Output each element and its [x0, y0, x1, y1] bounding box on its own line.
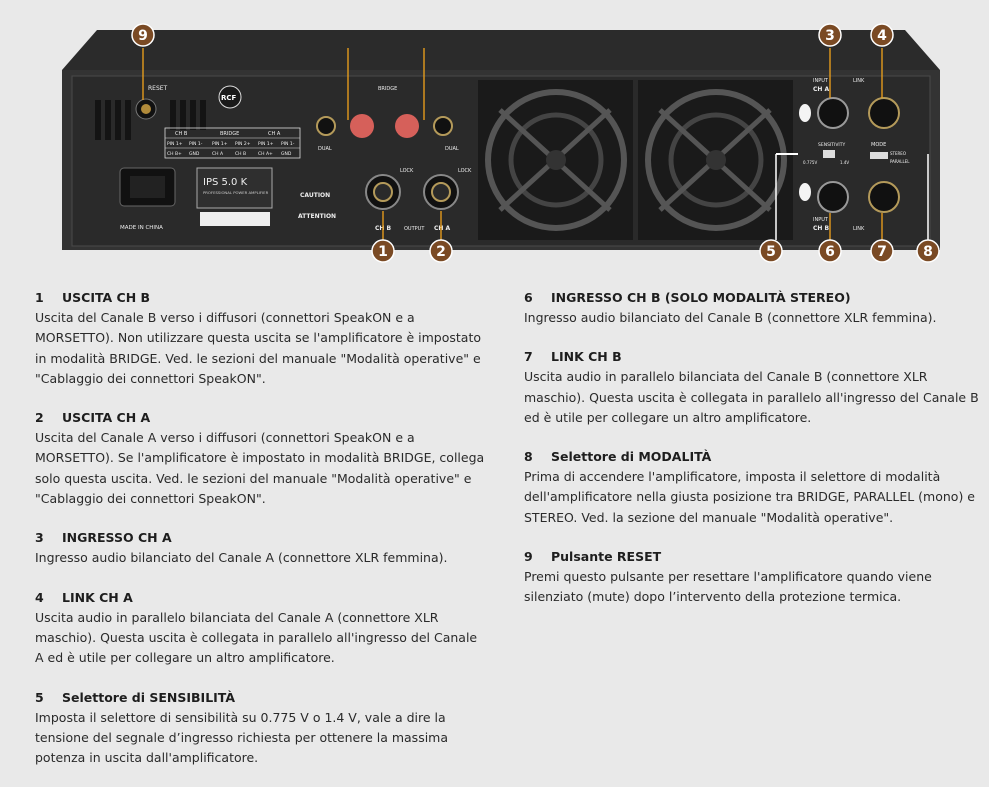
input-label-b: INPUT: [813, 217, 828, 223]
legend-item-heading: [524, 288, 979, 308]
pin-table-cell: PIN 1+: [212, 142, 228, 147]
callout-number: 6: [825, 244, 835, 260]
callout-number: 5: [766, 244, 776, 260]
callout-number: 3: [825, 28, 835, 44]
callout-marker-8: [917, 240, 939, 262]
pin-table-header: BRIDGE: [220, 131, 240, 137]
sens-low-label: 0.775V: [803, 160, 818, 165]
callout-marker-9: [132, 24, 154, 46]
legend-item-title: Selettore di MODALITÀ: [551, 449, 712, 465]
ch-b-output-label: CH B: [375, 225, 392, 232]
legend-item-number: 4: [35, 589, 44, 605]
model-sub: PROFESSIONAL POWER AMPLIFIER: [203, 190, 269, 195]
sens-high-label: 1.4V: [840, 160, 850, 165]
legend-item-heading: [524, 347, 979, 367]
brand-logo: RCF: [221, 94, 237, 102]
legend-item-title: LINK CH A: [62, 589, 133, 605]
legend-item-number: 7: [524, 349, 533, 365]
pin-table-cell: GND: [281, 152, 292, 157]
legend-item-title: USCITA CH B: [62, 290, 151, 305]
input-label-a: INPUT: [813, 78, 828, 84]
pin-table-cell: CH A: [212, 152, 224, 157]
legend-item-number: 3: [35, 530, 44, 546]
pin-table-cell: PIN 1+: [258, 142, 274, 147]
xlr-link-ch-a: [869, 98, 899, 128]
stereo-label: STEREO: [890, 151, 906, 156]
parallel-label: PARALLEL: [890, 159, 910, 164]
pin-table-header: CH A: [268, 131, 281, 137]
link-label-a: LINK: [853, 78, 865, 84]
legend-item-heading: [35, 688, 485, 708]
sensitivity-label: SENSITIVITY: [818, 143, 846, 148]
legend-item-number: 2: [35, 410, 44, 426]
legend-item-title: USCITA CH A: [62, 410, 151, 426]
xlr-link-ch-b: [869, 182, 899, 212]
pin-table-cell: GND: [189, 152, 200, 157]
output-label: OUTPUT: [404, 226, 425, 232]
legend-item-title: INGRESSO CH B (SOLO MODALITÀ STEREO): [551, 290, 851, 305]
ch-a-output-label: CH A: [434, 225, 451, 232]
made-in-label: MADE IN CHINA: [120, 225, 163, 231]
legend-item-description: Uscita audio in parallelo bilanciata del Canale B (connettore XLR maschio). Questa uscita è collegata in parallelo all'ingresso del Canale B ed è utile per collegare un altro amplificatore.: [524, 369, 979, 425]
callout-marker-5: [760, 240, 782, 262]
callout-number: 8: [923, 244, 933, 260]
callout-marker-3: [819, 24, 841, 46]
items-right-column: [524, 288, 979, 627]
pin-table-cell: PIN 2+: [235, 142, 251, 147]
mode-label: MODE: [871, 142, 887, 148]
legend-item-description: Uscita del Canale B verso i diffusori (connettori SpeakON e a MORSETTO). Non utilizzare questa uscita se l'amplificatore è impostato in modalità BRIDGE. Ved. le sezioni del manuale "Modalità operative" e "Cablaggio dei connettori SpeakON".: [35, 310, 482, 386]
items-left-column: [35, 288, 485, 787]
callout-number: 4: [877, 28, 887, 44]
attention-label: ATTENTION: [298, 213, 337, 220]
pin-table-cell: CH A+: [258, 152, 273, 157]
legend-item-description: Uscita del Canale A verso i diffusori (connettori SpeakON e a MORSETTO). Se l'amplificatore è impostato in modalità BRIDGE, collega solo questa uscita. Ved. le sezioni del manuale "Modalità operative" e "Cablaggio dei connettori SpeakON".: [35, 430, 485, 507]
reset-label: RESET: [148, 85, 168, 92]
legend-item-9: [524, 547, 979, 608]
legend-item-1: [35, 288, 485, 389]
xlr-input-ch-a: [818, 98, 848, 128]
legend-item-heading: [524, 547, 979, 567]
pin-table-cell: PIN 1-: [281, 142, 295, 147]
legend-item-number: 1: [35, 290, 44, 305]
callout-marker-7: [871, 240, 893, 262]
callout-number: 9: [138, 28, 148, 44]
pin-table-cell: CH B+: [167, 152, 182, 157]
legend-item-description: Uscita audio in parallelo bilanciata del Canale A (connettore XLR maschio). Questa uscita è collegata in parallelo all'ingresso del Canale A ed è utile per collegare un altro amplificatore.: [35, 609, 478, 666]
legend-item-3: [35, 528, 485, 568]
ch-b-input-label: CH B: [813, 225, 830, 232]
legend-item-title: Selettore di SENSIBILITÀ: [62, 689, 236, 705]
legend-item-heading: [35, 528, 485, 548]
legend-item-title: INGRESSO CH A: [62, 530, 172, 546]
amplifier-rear-panel-figure: [0, 0, 989, 275]
legend-item-2: [35, 408, 485, 509]
legend-item-8: [524, 447, 979, 528]
pin-table-cell: CH B: [235, 152, 247, 157]
sensitivity-switch: [823, 150, 835, 158]
legend-item-heading: [524, 447, 979, 467]
model-label: IPS 5.0 K: [203, 177, 248, 188]
model-plate: [197, 168, 272, 208]
callout-number: 7: [877, 244, 887, 260]
lock-label-a: LOCK: [458, 168, 472, 174]
callout-marker-4: [871, 24, 893, 46]
pin-table-cell: PIN 1-: [189, 142, 203, 147]
barcode: [200, 212, 270, 226]
dual-label-right: DUAL: [445, 146, 459, 152]
callout-marker-2: [430, 240, 452, 262]
link-label-b: LINK: [853, 226, 865, 232]
legend-item-description: Imposta il selettore di sensibilità su 0.775 V o 1.4 V, vale a dire la tensione del segnale d’ingresso richiesta per ottenere la massima potenza in uscita dall'amplificatore.: [35, 709, 449, 766]
callout-marker-6: [819, 240, 841, 262]
legend-item-number: 8: [524, 449, 533, 465]
legend-item-heading: [35, 288, 485, 308]
callout-marker-1: [372, 240, 394, 262]
legend-item-6: [524, 288, 979, 328]
callout-number: 2: [436, 244, 446, 260]
legend-item-7: [524, 347, 979, 428]
dual-label-left: DUAL: [318, 146, 332, 152]
legend-item-5: [35, 688, 485, 769]
legend-item-number: 5: [35, 689, 44, 705]
legend-item-heading: [35, 408, 485, 428]
pin-table-cell: PIN 1+: [167, 142, 183, 147]
legend-item-number: 6: [524, 290, 533, 305]
legend-item-title: LINK CH B: [551, 349, 622, 365]
legend-item-description: Ingresso audio bilanciato del Canale B (connettore XLR femmina).: [524, 310, 937, 325]
legend-item-description: Ingresso audio bilanciato del Canale A (connettore XLR femmina).: [35, 550, 448, 566]
ch-a-input-label: CH A: [813, 86, 830, 93]
mode-switch: [870, 152, 888, 159]
legend-item-description: Premi questo pulsante per resettare l'amplificatore quando viene silenziato (mute) dopo l’intervento della protezione termica.: [524, 569, 932, 605]
legend-item-heading: [35, 588, 485, 608]
caution-label: CAUTION: [300, 192, 331, 199]
lock-label-b: LOCK: [400, 168, 414, 174]
legend-item-description: Prima di accendere l'amplificatore, imposta il selettore di modalità dell'amplificatore nella giusta posizione tra BRIDGE, PARALLEL (mono) e STEREO. Ved. la sezione del manuale "Modalità operative".: [524, 469, 975, 525]
xlr-input-ch-b: [818, 182, 848, 212]
legend-item-number: 9: [524, 549, 533, 565]
bridge-label: BRIDGE: [378, 86, 398, 92]
legend-item-4: [35, 588, 485, 669]
legend-item-title: Pulsante RESET: [551, 549, 662, 565]
callout-number: 1: [378, 244, 388, 260]
pin-table-header: CH B: [175, 131, 188, 137]
